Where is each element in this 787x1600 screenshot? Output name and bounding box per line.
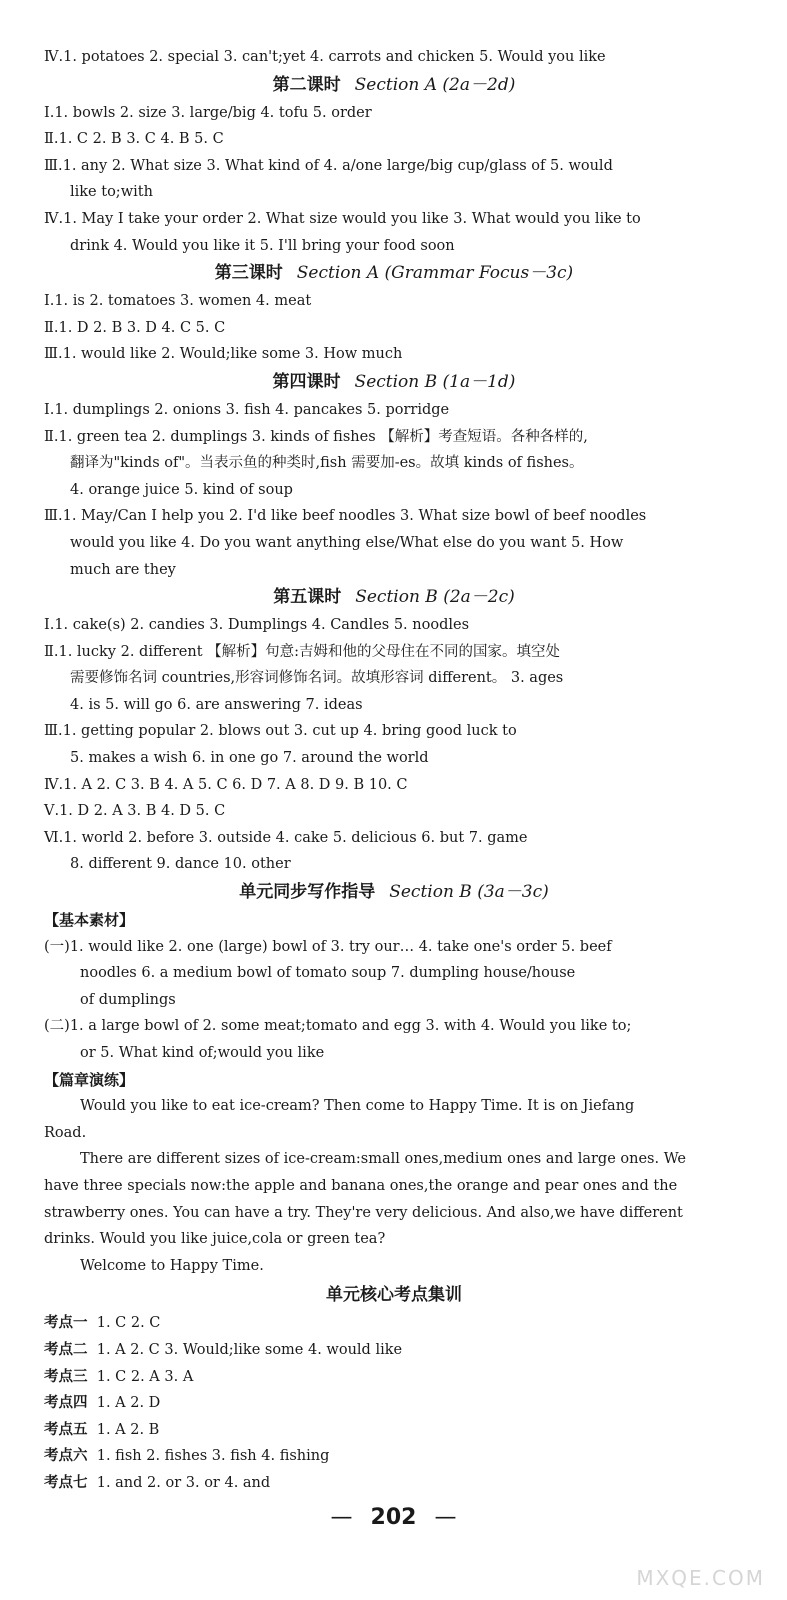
answer-line: would you like 4. Do you want anything else/What else do you want 5. How [70,534,624,551]
core-answers: 1. C 2. C [96,1315,161,1332]
answer-line: Ⅱ.1. lucky 2. different 【解析】句意:吉姆和他的父母住在不同的国家。填空处 [44,643,561,660]
section-label: Section B (3a－3c) [389,882,549,903]
lesson-title: 单元核心考点集训 [326,1285,462,1306]
answer-line: Ⅳ.1. potatoes 2. special 3. can't;yet 4. carrots and chicken 5. Would you like [44,49,606,65]
answer-line: Ⅵ.1. world 2. before 3. outside 4. cake 5. delicious 6. but 7. game [44,829,528,846]
section-label: Section B (1a－1d) [354,371,516,392]
section-heading [44,71,744,100]
answer-line: Ⅱ.1. D 2. B 3. D 4. C 5. C [44,319,226,336]
answer-line: (一)1. would like 2. one (large) bowl of 3. try our… 4. take one's order 5. beef [44,938,612,955]
essay-line: have three specials now:the apple and banana ones,the orange and pear ones and the [44,1177,678,1194]
answer-line: Ⅱ.1. green tea 2. dumplings 3. kinds of fishes 【解析】考查短语。各种各样的, [44,428,588,445]
footer-dash-icon: — [434,1505,457,1530]
answer-page [44,44,744,1497]
answer-line: Ⅲ.1. would like 2. Would;like some 3. How much [44,346,403,363]
lesson-title: 第五课时 [273,587,342,608]
answer-line: Ⅲ.1. any 2. What size 3. What kind of 4. a/one large/big cup/glass of 5. would [44,157,613,174]
essay-line: Road. [44,1124,87,1141]
watermark-logo [565,1510,765,1590]
answer-line: (二)1. a large bowl of 2. some meat;tomato and egg 3. with 4. Would you like to; [44,1018,632,1035]
core-answers: 1. A 2. D [96,1395,161,1412]
section-label: Section B (2a－2c) [355,587,515,608]
section-label: Section A (Grammar Focus－3c) [296,263,574,284]
essay-line: There are different sizes of ice-cream:small ones,medium ones and large ones. We [80,1151,687,1168]
lesson-title: 第四课时 [272,371,341,392]
section-heading [44,878,744,907]
answer-line: Ⅰ.1. dumplings 2. onions 3. fish 4. pancakes 5. porridge [44,401,450,418]
core-answers: 1. A 2. B [96,1421,160,1438]
section-heading [44,583,744,612]
core-item [44,1417,744,1444]
core-label: 考点三 [44,1367,88,1385]
footer-dash-icon: — [330,1505,353,1530]
core-label: 考点二 [44,1340,88,1358]
answer-line: Ⅲ.1. May/Can I help you 2. I'd like beef noodles 3. What size bowl of beef noodles [44,508,647,525]
core-label: 考点七 [44,1473,88,1491]
essay-line: drinks. Would you like juice,cola or green tea? [44,1231,386,1248]
core-item [44,1310,744,1337]
essay-line: Would you like to eat ice-cream? Then come to Happy Time. It is on Jiefang [80,1098,635,1115]
section-heading [44,259,744,288]
answer-line: much are they [70,561,176,578]
answer-line: Ⅴ.1. D 2. A 3. B 4. D 5. C [44,803,226,820]
subsection-label: 【篇章演练】 [44,1070,135,1089]
section-heading [44,1281,744,1310]
answer-line: 4. orange juice 5. kind of soup [70,481,293,498]
core-label: 考点一 [44,1314,88,1332]
answer-line: 5. makes a wish 6. in one go 7. around the world [70,750,429,767]
core-answers: 1. C 2. A 3. A [96,1368,194,1385]
answer-line: or 5. What kind of;would you like [80,1045,325,1061]
answer-line: noodles 6. a medium bowl of tomato soup 7. dumpling house/house [80,965,576,982]
answer-line: Ⅰ.1. bowls 2. size 3. large/big 4. tofu 5. order [44,104,372,121]
core-item [44,1470,744,1497]
lesson-title: 单元同步写作指导 [239,882,376,903]
answer-line: 4. is 5. will go 6. are answering 7. ideas [70,696,363,713]
answer-line: 8. different 9. dance 10. other [70,856,291,873]
core-item [44,1390,744,1417]
lesson-title: 第二课时 [272,74,341,95]
subsection-label: 【基本素材】 [44,911,135,930]
answer-line: Ⅳ.1. A 2. C 3. B 4. A 5. C 6. D 7. A 8. D 9. B 10. C [44,776,408,793]
section-heading [44,368,744,397]
lesson-title: 第三课时 [214,263,283,284]
answer-line: Ⅰ.1. cake(s) 2. candies 3. Dumplings 4. Candles 5. noodles [44,617,470,634]
core-item [44,1443,744,1470]
core-answers: 1. A 2. C 3. Would;like some 4. would like [96,1341,403,1358]
answer-line: like to;with [70,184,153,201]
core-answers: 1. and 2. or 3. or 4. and [96,1474,271,1491]
watermark-text: MXQE.COM [636,1566,765,1590]
answer-line: drink 4. Would you like it 5. I'll bring your food soon [70,237,455,254]
core-item [44,1337,744,1364]
core-item [44,1364,744,1391]
answer-line: Ⅳ.1. May I take your order 2. What size would you like 3. What would you like to [44,210,641,227]
answer-line: Ⅰ.1. is 2. tomatoes 3. women 4. meat [44,293,312,310]
page-number: 202 [370,1505,417,1530]
section-label: Section A (2a－2d) [354,74,516,95]
essay-line: strawberry ones. You can have a try. They're very delicious. And also,we have different [44,1204,683,1221]
core-label: 考点五 [44,1420,88,1438]
core-answers: 1. fish 2. fishes 3. fish 4. fishing [96,1448,330,1465]
answer-line: Ⅲ.1. getting popular 2. blows out 3. cut up 4. bring good luck to [44,723,517,740]
core-label: 考点四 [44,1394,88,1412]
answer-line: of dumplings [80,991,176,1008]
essay-line: Welcome to Happy Time. [80,1257,264,1274]
answer-line: 翻译为"kinds of"。当表示鱼的种类时,fish 需要加-es。故填 kinds of fishes。 [70,455,584,472]
answer-line: 需要修饰名词 countries,形容词修饰名词。故填形容词 different。 3. ages [70,670,564,687]
answer-line: Ⅱ.1. C 2. B 3. C 4. B 5. C [44,131,224,148]
core-label: 考点六 [44,1447,88,1465]
